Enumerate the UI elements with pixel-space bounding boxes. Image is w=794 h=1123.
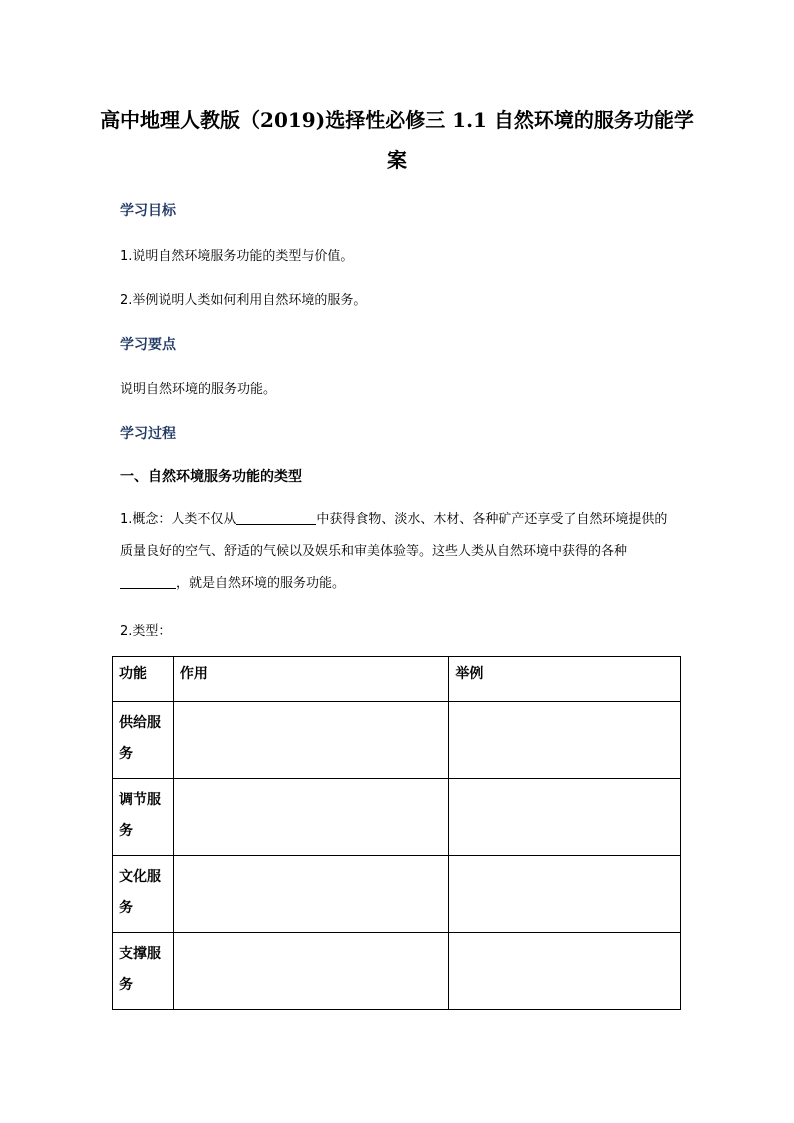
fill-blank-1	[236, 510, 316, 525]
goals-heading: 学习目标	[120, 203, 176, 219]
table-row	[113, 933, 681, 1010]
table-header-cell: 功能	[113, 657, 174, 702]
concept-text: ，就是自然环境的服务功能。	[176, 576, 346, 591]
table-row	[113, 856, 681, 933]
page-title: 高中地理人教版（2019)选择性必修三 1.1 自然环境的服务功能学案	[100, 108, 694, 172]
concept-text: 中获得食物、淡水、木材、各种矿产还享受了自然环境提供的质量良好的空气、舒适的气候以及娱乐和审美体验等。这些人类从自然环境中获得的各种	[120, 512, 668, 559]
effect-cell	[173, 856, 448, 933]
effect-cell	[173, 702, 448, 779]
service-types-table	[112, 656, 681, 1010]
function-name-cell: 文化服务	[113, 856, 174, 933]
part1-heading: 一、自然环境服务功能的类型	[120, 469, 302, 485]
concept-paragraph	[120, 504, 680, 600]
example-cell	[449, 779, 681, 856]
table-header-cell: 作用	[173, 657, 448, 702]
effect-cell	[173, 779, 448, 856]
example-cell	[449, 856, 681, 933]
table-row	[113, 702, 681, 779]
process-heading: 学习过程	[120, 426, 176, 442]
concept-text: 1.概念：人类不仅从	[120, 512, 237, 527]
fill-blank-2	[120, 574, 176, 589]
table-row	[113, 779, 681, 856]
types-label: 2.类型：	[120, 624, 172, 639]
key-points-heading: 学习要点	[120, 337, 176, 353]
effect-cell	[173, 933, 448, 1010]
function-name-cell: 供给服务	[113, 702, 174, 779]
table-header-row	[113, 657, 681, 702]
table-header-cell: 举例	[449, 657, 681, 702]
goal-item: 2.举例说明人类如何利用自然环境的服务。	[120, 293, 367, 308]
function-name-cell: 调节服务	[113, 779, 174, 856]
function-name-cell: 支撑服务	[113, 933, 174, 1010]
key-points-text: 说明自然环境的服务功能。	[120, 382, 277, 397]
example-cell	[449, 702, 681, 779]
example-cell	[449, 933, 681, 1010]
goal-item: 1.说明自然环境服务功能的类型与价值。	[120, 249, 354, 264]
